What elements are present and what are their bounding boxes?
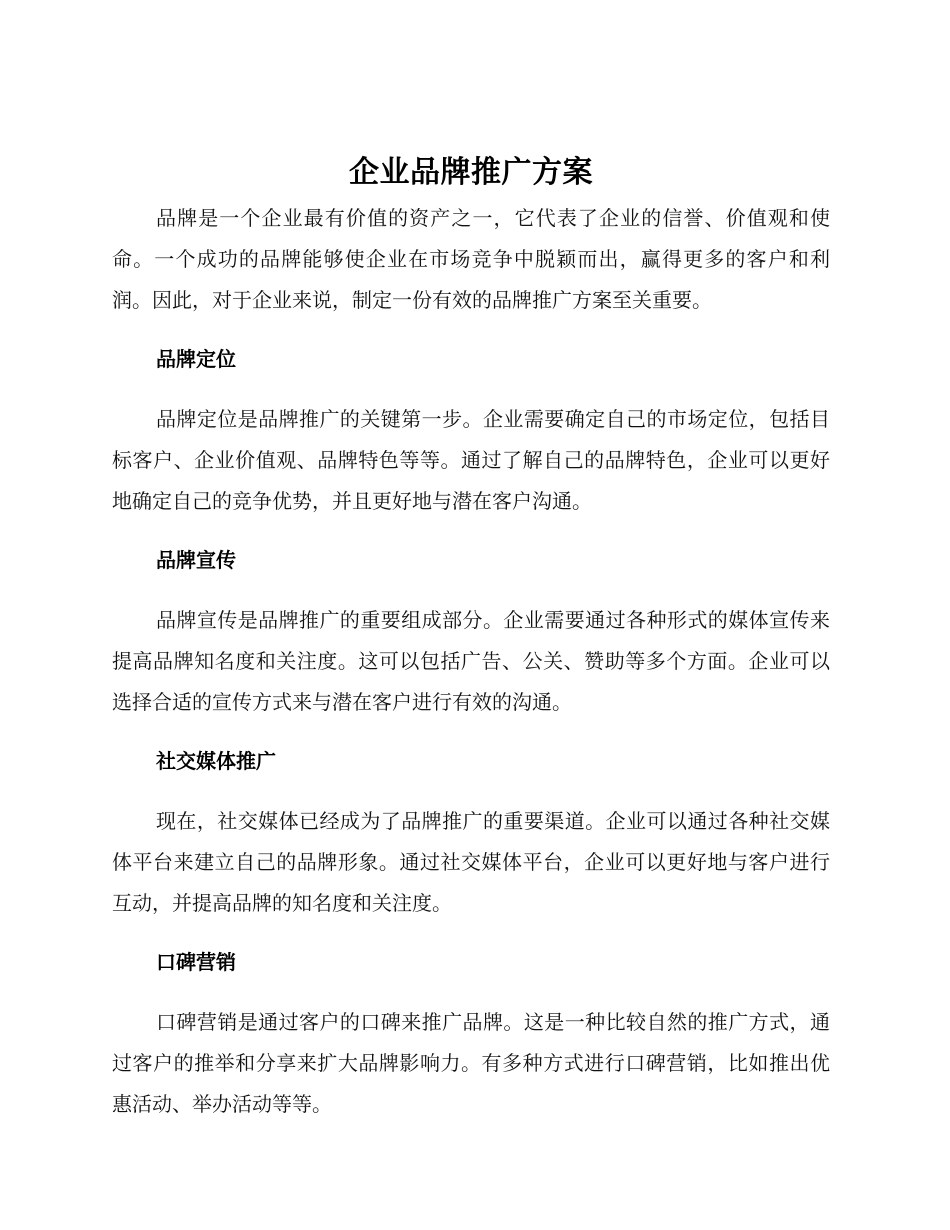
document-title: 企业品牌推广方案 [349,155,593,190]
section-paragraph: 现在，社交媒体已经成为了品牌推广的重要渠道。企业可以通过各种社交媒体平台来建立自己的品牌形象。通过社交媒体平台，企业可以更好地与客户进行互动，并提高品牌的知名度和关注度。 [112,809,830,915]
section-heading: 品牌定位 [156,347,236,371]
section-brand-positioning [112,345,830,522]
section-paragraph: 品牌宣传是品牌推广的重要组成部分。企业需要通过各种形式的媒体宣传来提高品牌知名度和关注度。这可以包括广告、公关、赞助等多个方面。企业可以选择合适的宣传方式来与潜在客户进行有效的沟通。 [112,608,830,714]
section-heading: 社交媒体推广 [156,749,276,773]
section-word-of-mouth [112,948,830,1125]
section-social-media [112,747,830,924]
section-paragraph: 品牌定位是品牌推广的关键第一步。企业需要确定自己的市场定位，包括目标客户、企业价值观、品牌特色等等。通过了解自己的品牌特色，企业可以更好地确定自己的竞争优势，并且更好地与潜在客户沟通。 [112,407,830,513]
document-page [112,150,830,1125]
section-heading: 口碑营销 [156,950,236,974]
intro-paragraph: 品牌是一个企业最有价值的资产之一，它代表了企业的信誉、价值观和使命。一个成功的品牌能够使企业在市场竞争中脱颖而出，赢得更多的客户和利润。因此，对于企业来说，制定一份有效的品牌推广方案至关重要。 [112,206,830,312]
section-paragraph: 口碑营销是通过客户的口碑来推广品牌。这是一种比较自然的推广方式，通过客户的推举和分享来扩大品牌影响力。有多种方式进行口碑营销，比如推出优惠活动、举办活动等等。 [112,1010,830,1116]
section-heading: 品牌宣传 [156,548,236,572]
section-brand-promotion [112,546,830,723]
